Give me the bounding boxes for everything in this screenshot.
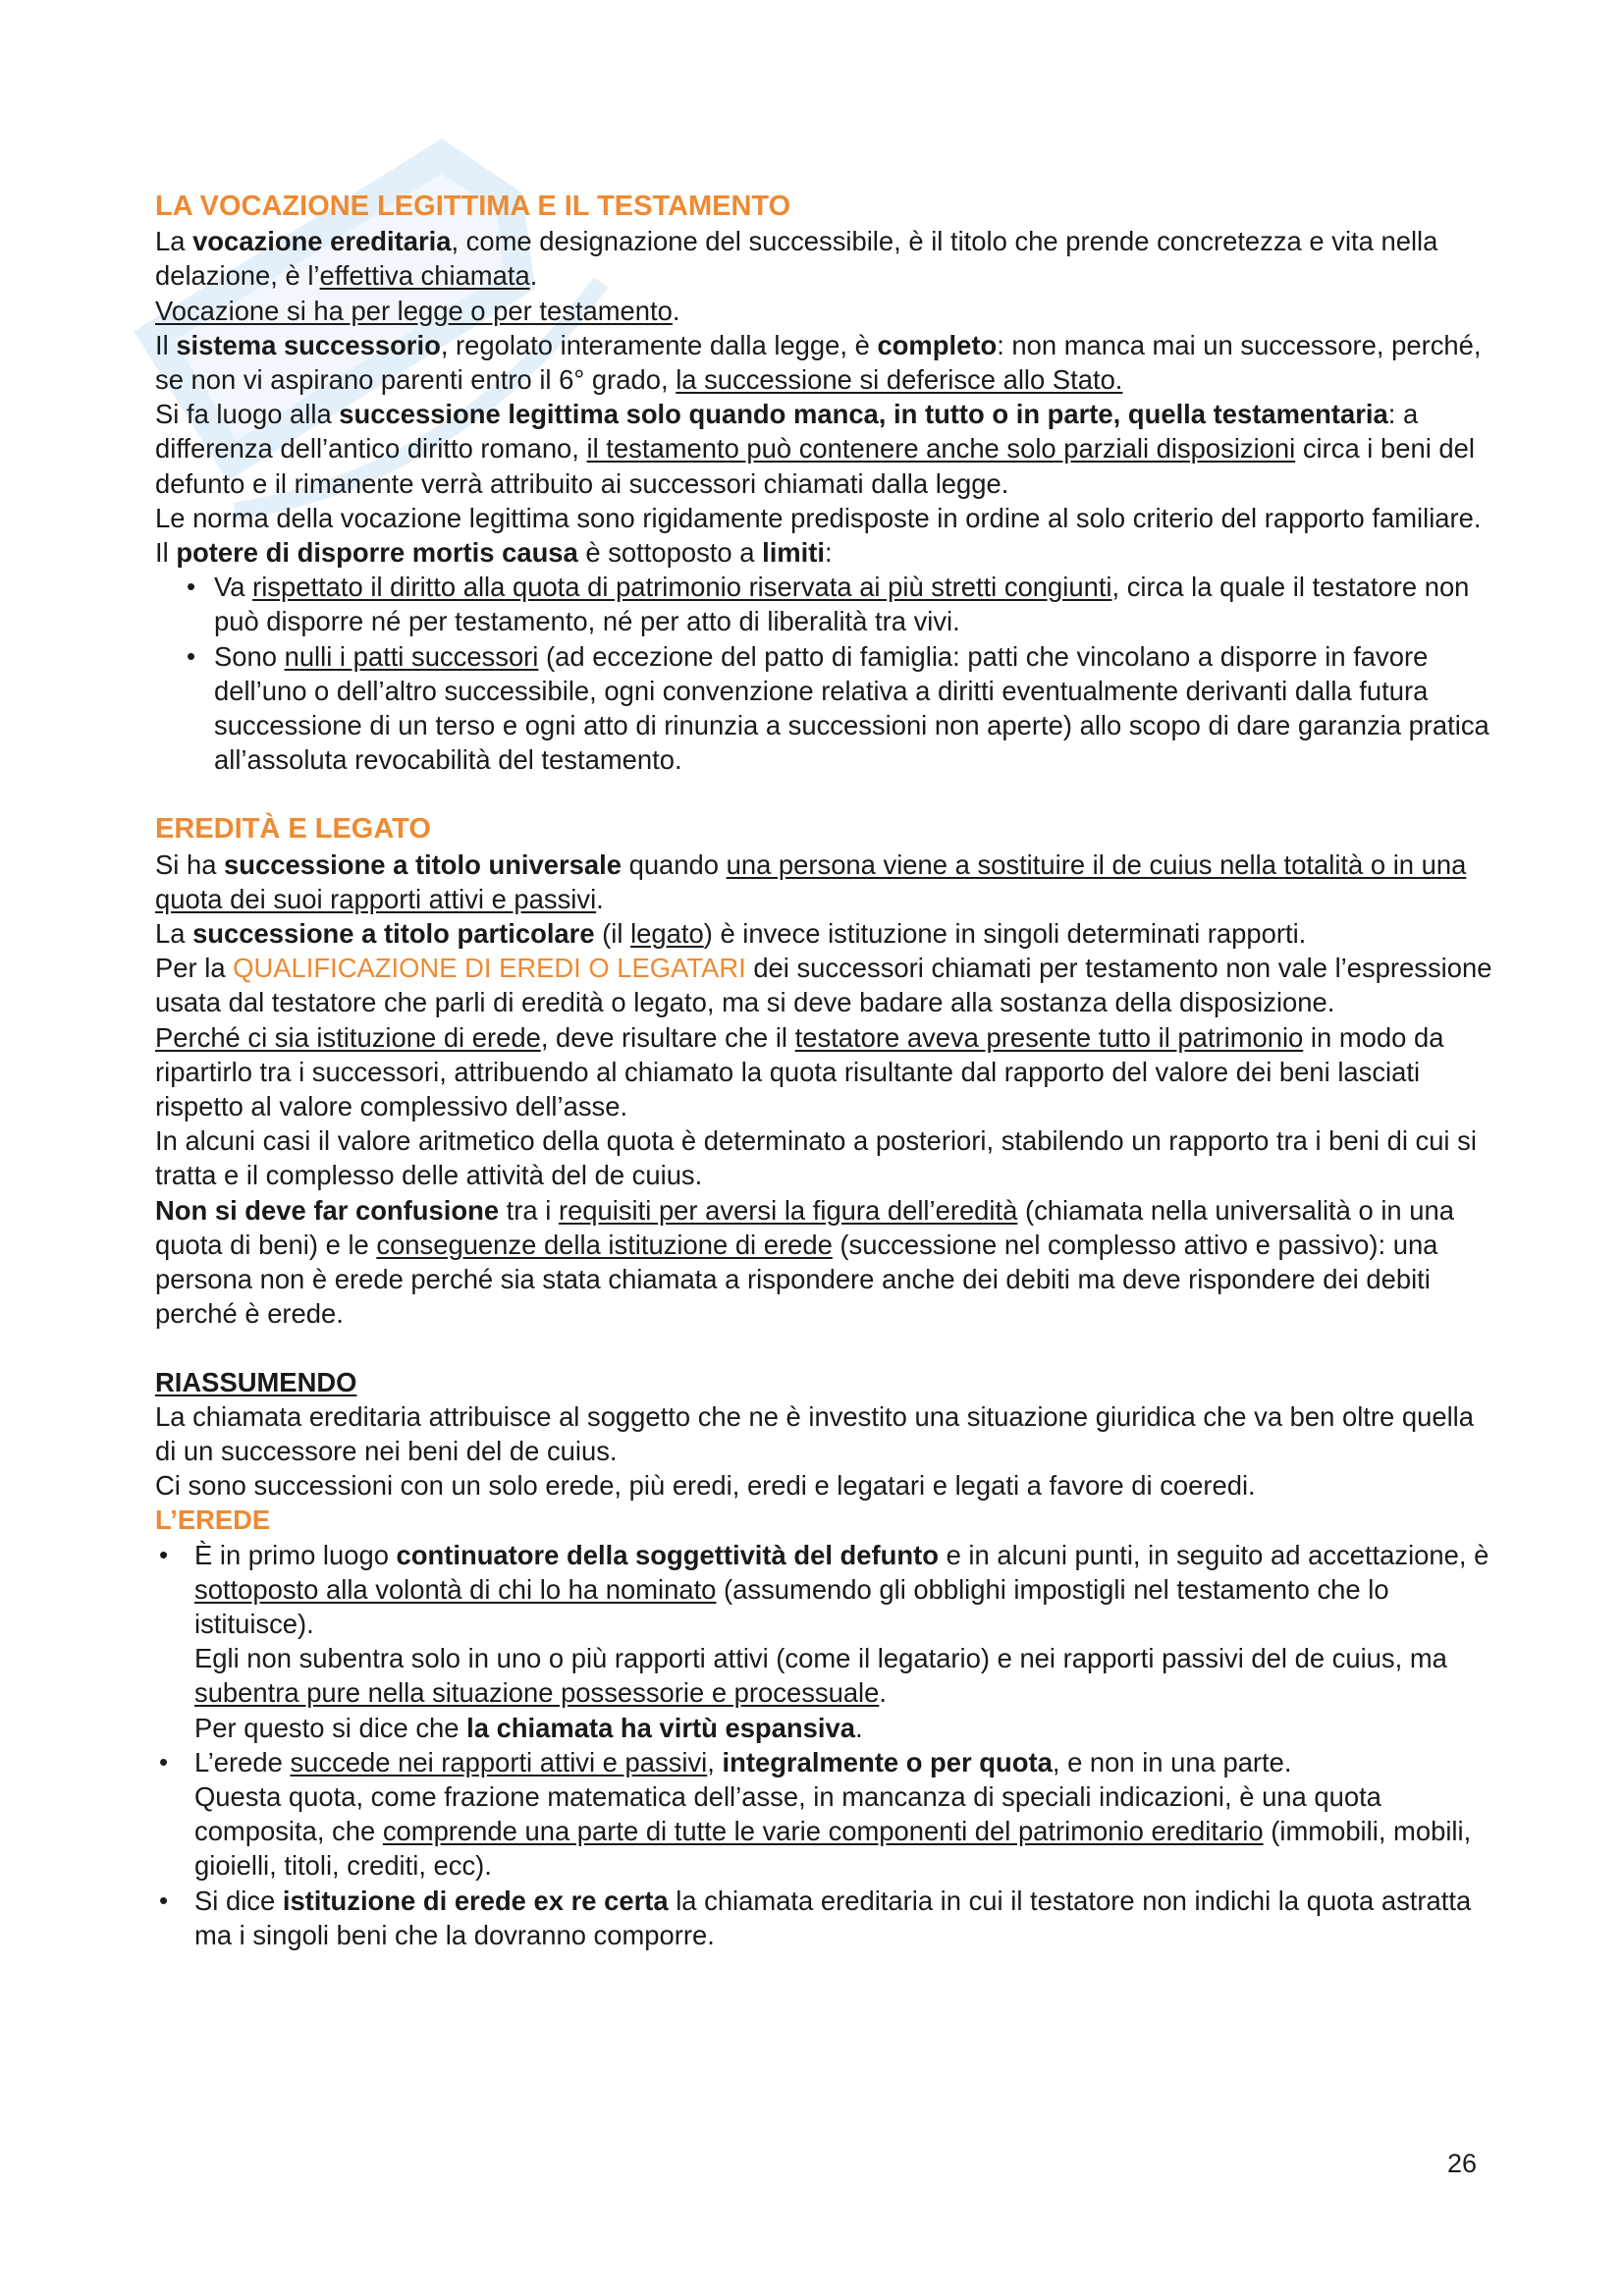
paragraph: Il potere di disporre mortis causa è sottoposto a limiti: [155, 537, 833, 569]
section-title-riassumendo: RIASSUMENDO [155, 1366, 357, 1397]
paragraph: Le norma della vocazione legittima sono rigidamente predisposte in ordine al solo criterio del rapporto familiare. [155, 502, 1482, 533]
paragraph: Ci sono successioni con un solo erede, più eredi, eredi e legatari e legati a favore di coeredi. [155, 1470, 1256, 1502]
section-title-vocazione: LA VOCAZIONE LEGITTIMA E IL TESTAMENTO [155, 191, 791, 222]
paragraph: Si ha successione a titolo universale quando una persona viene a sostituire il de cuius nella totalità o in una quota dei suoi rapporti attivi e passivi. [155, 848, 1467, 914]
bullet-list-limiti [155, 570, 1492, 777]
paragraph: Per la QUALIFICAZIONE DI EREDI O LEGATARI dei successori chiamati per testamento non vale l’espressione usata dal testatore che parli di eredità o legato, ma si deve badare alla sostanza della disposizione. [155, 953, 1492, 1018]
paragraph: La vocazione ereditaria, come designazione del successibile, è il titolo che prende concretezza e vita nella delazione, è l’effettiva chiamata. [155, 226, 1438, 292]
list-item: • È in primo luogo continuatore della soggettività del defunto e in alcuni punti, in seguito ad accettazione, è sottoposto alla volontà di chi lo ha nominato (assumendo gli obblighi impostigli nel testamento che lo istituisce). Egli non subentra solo in uno o più rapporti attivi (come il legatario) e nei rapporti passivi del de cuius, ma subentra pure nella situazione possessorie e processuale. Per questo si dice che la chiamata ha virtù espansiva. [155, 1538, 1492, 1745]
paragraph: La chiamata ereditaria attribuisce al soggetto che ne è investito una situazione giuridica che va ben oltre quella di un successore nei beni del de cuius. [155, 1400, 1474, 1466]
bullet-list-erede [155, 1538, 1492, 1952]
paragraph: La successione a titolo particolare (il legato) è invece istituzione in singoli determinati rapporti. [155, 918, 1307, 950]
list-item: • L’erede succede nei rapporti attivi e passivi, integralmente o per quota, e non in una parte. Questa quota, come frazione matematica dell’asse, in mancanza di speciali indicazioni, è una quota composita, che comprende una parte di tutte le varie componenti del patrimonio ereditario (immobili, mobili, gioielli, titoli, crediti, ecc). [155, 1745, 1492, 1884]
paragraph: In alcuni casi il valore aritmetico della quota è determinato a posteriori, stabilendo un rapporto tra i beni di cui si tratta e il complesso delle attività del de cuius. [155, 1125, 1477, 1191]
page-content [155, 190, 1492, 1952]
paragraph: Si fa luogo alla successione legittima solo quando manca, in tutto o in parte, quella testamentaria: a differenza dell’antico diritto romano, il testamento può contenere anche solo parziali disposizioni circa i beni del defunto e il rimanente verrà attribuito ai successori chiamati dalla legge. [155, 399, 1475, 499]
paragraph: Vocazione si ha per legge o per testamento. [155, 295, 680, 326]
section-title-eredita-legato: EREDITÀ E LEGATO [155, 813, 431, 846]
paragraph: Non si deve far confusione tra i requisiti per aversi la figura dell’eredità (chiamata nella universalità o in una quota di beni) e le conseguenze della istituzione di erede (successione nel complesso attivo e passivo): una persona non è erede perché sia stata chiamata a rispondere anche dei debiti ma deve rispondere dei debiti perché è erede. [155, 1194, 1454, 1330]
list-item: • Sono nulli i patti successori (ad eccezione del patto di famiglia: patti che vincolano a disporre in favore dell’uno o dell’altro successibile, ogni convenzione relativa a diritti eventualmente derivanti dalla futura successione di un terso e ogni atto di rinunzia a successioni non aperte) allo scopo di dare garanzia pratica all’assoluta revocabilità del testamento. [155, 639, 1492, 778]
subtitle-erede: L’EREDE [155, 1504, 271, 1536]
page-number: 26 [1447, 2149, 1478, 2178]
paragraph: Perché ci sia istituzione di erede, deve risultare che il testatore aveva presente tutto il patrimonio in modo da ripartirlo tra i successori, attribuendo al chiamato la quota risultante dal rapporto del valore dei beni lasciati rispetto al valore complessivo dell’asse. [155, 1021, 1444, 1122]
list-item: • Si dice istituzione di erede ex re certa la chiamata ereditaria in cui il testatore non indichi la quota astratta ma i singoli beni che la dovranno comporre. [155, 1884, 1492, 1952]
list-item: • Va rispettato il diritto alla quota di patrimonio riservata ai più stretti congiunti, circa la quale il testatore non può disporre né per testamento, né per atto di liberalità tra vivi. [155, 570, 1492, 638]
paragraph: Il sistema successorio, regolato interamente dalla legge, è completo: non manca mai un successore, perché, se non vi aspirano parenti entro il 6° grado, la successione si deferisce allo Stato. [155, 329, 1482, 396]
